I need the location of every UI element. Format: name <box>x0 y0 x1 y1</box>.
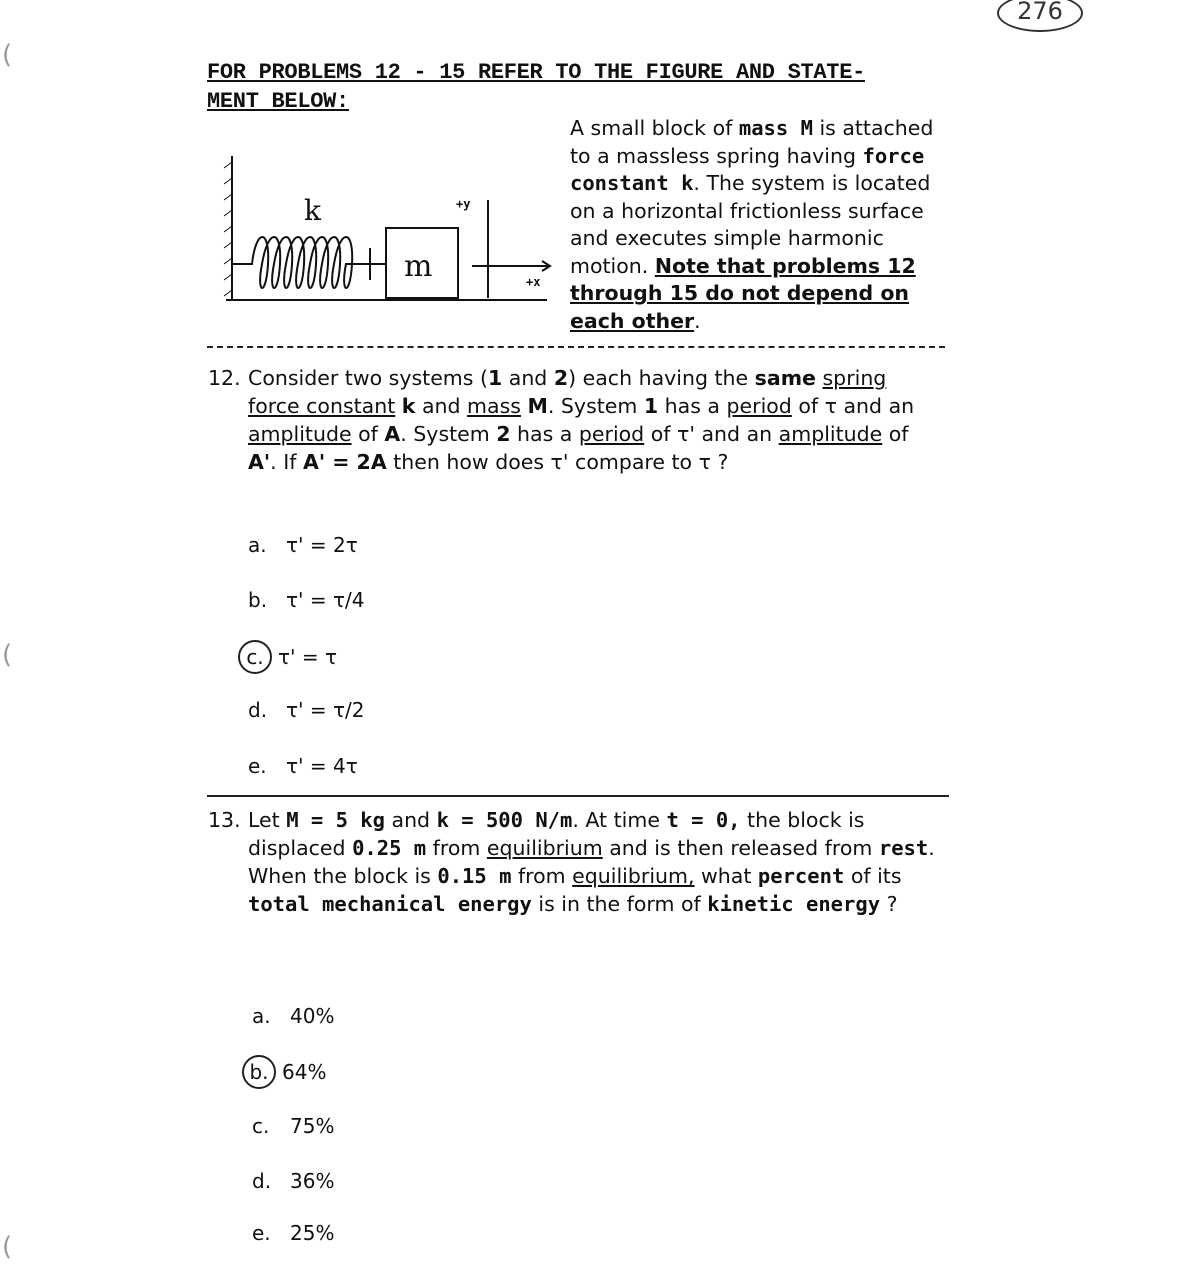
solid-divider <box>207 795 949 797</box>
note-text: Note that problems 12 through 15 do not depend on each other <box>570 253 916 333</box>
option-letter: d. <box>248 698 268 722</box>
spring-mass-figure <box>222 148 556 310</box>
option-letter: e. <box>248 754 267 778</box>
option-text: τ' = τ <box>278 645 338 669</box>
margin-mark: ( <box>2 1232 13 1262</box>
x-axis-label: +x <box>526 275 541 289</box>
answer-option[interactable] <box>252 1113 334 1139</box>
question-13 <box>208 806 938 918</box>
problem-statement: A small block of mass M is attached to a massless spring having force constant k. The system is located on a horizontal frictionless surface and executes simple harmonic motion. Note that problems 12 through 15 do not depend on each other. <box>570 116 934 333</box>
header-line: MENT BELOW: <box>207 89 349 114</box>
option-text: 40% <box>290 1004 335 1028</box>
option-letter: c. <box>252 1114 270 1138</box>
option-letter-circled: c. <box>238 640 272 674</box>
option-text: τ' = τ/2 <box>286 698 365 722</box>
question-text: Consider two systems (1 and 2) each having the same spring force constant k and mass M. System 1 has a period of τ and an amplitude of A. System 2 has a period of τ' and an amplitude of A'. If A' = 2A then how does τ' compare to τ ? <box>248 366 915 474</box>
spring <box>232 237 370 288</box>
answer-option[interactable] <box>248 697 365 723</box>
question-12 <box>208 364 938 476</box>
section-header <box>207 58 927 116</box>
answer-option[interactable] <box>248 587 365 613</box>
option-text: τ' = τ/4 <box>286 588 365 612</box>
answer-option-selected[interactable] <box>248 640 337 674</box>
option-letter-circled: b. <box>242 1055 276 1089</box>
answer-option[interactable] <box>252 1168 334 1194</box>
answer-option[interactable] <box>248 753 358 779</box>
question-number: 13. <box>208 808 241 832</box>
question-text: Let M = 5 kg and k = 500 N/m. At time t = 0, the block is displaced 0.25 m from equilibrium and is then released from rest. When the block is 0.15 m from equilibrium, what percent of its total mechanical energy is in the form of kinetic energy ? <box>248 808 935 916</box>
option-text: 75% <box>290 1114 335 1138</box>
margin-mark: ( <box>2 40 13 70</box>
spring-label: k <box>304 194 321 227</box>
answer-option[interactable] <box>252 1220 334 1246</box>
answer-option-selected[interactable] <box>249 1055 327 1089</box>
margin-mark: ( <box>2 640 13 670</box>
option-text: τ' = 2τ <box>286 533 358 557</box>
dashed-divider <box>207 346 945 348</box>
header-line: FOR PROBLEMS 12 - 15 REFER TO THE FIGURE AND STATE- <box>207 60 866 85</box>
option-text: 36% <box>290 1169 335 1193</box>
answer-option[interactable] <box>248 532 358 558</box>
option-text: τ' = 4τ <box>286 754 358 778</box>
option-letter: a. <box>252 1004 271 1028</box>
option-text: 64% <box>282 1060 327 1084</box>
option-letter: e. <box>252 1221 271 1245</box>
answer-option[interactable] <box>252 1003 334 1029</box>
option-letter: b. <box>248 588 268 612</box>
option-letter: a. <box>248 533 267 557</box>
option-text: 25% <box>290 1221 335 1245</box>
question-number: 12. <box>208 366 241 390</box>
mass-label: m <box>404 249 433 284</box>
y-axis-label: +y <box>456 197 471 211</box>
page-number: 276 <box>997 0 1083 32</box>
option-letter: d. <box>252 1169 272 1193</box>
